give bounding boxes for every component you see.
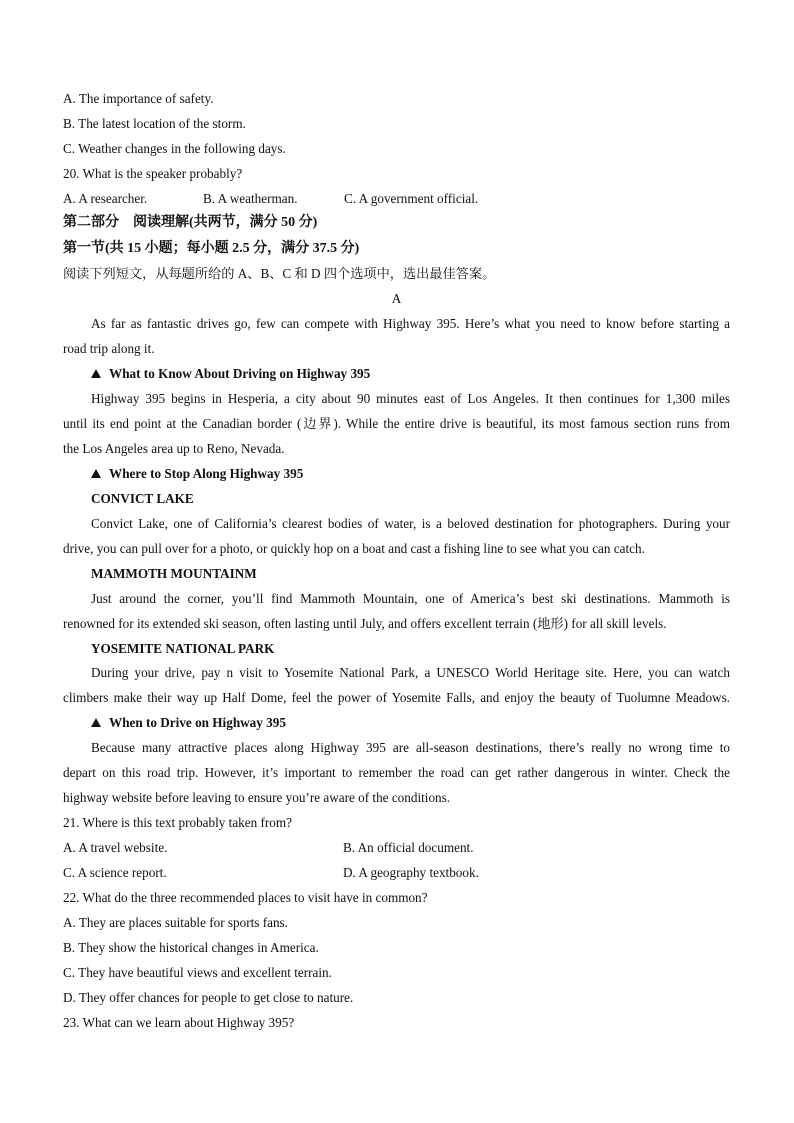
section1-title: 第一节(共 15 小题；每小题 2.5 分，满分 37.5 分) xyxy=(63,241,360,256)
q22-option-d: D. They offer chances for people to get close to nature. xyxy=(63,990,354,1005)
q19-option-b: B. The latest location of the storm. xyxy=(63,116,246,131)
heading-where-to-stop xyxy=(91,465,730,483)
heading-text: When to Drive on Highway 395 xyxy=(109,715,286,730)
heading-text: What to Know About Driving on Highway 395 xyxy=(109,366,371,381)
q19-option-c: C. Weather changes in the following days. xyxy=(63,141,286,156)
q19-option-a: A. The importance of safety. xyxy=(63,91,214,106)
q23-question: 23. What can we learn about Highway 395? xyxy=(63,1015,295,1030)
reading-instruction: 阅读下列短文，从每题所给的 A、B、C 和 D 四个选项中，选出最佳答案。 xyxy=(63,266,496,281)
subheading-mammoth: MAMMOTH MOUNTAINM xyxy=(91,566,257,581)
triangle-bullet-icon xyxy=(91,718,101,727)
subheading-convict-lake: CONVICT LAKE xyxy=(91,491,194,506)
heading-what-to-know xyxy=(91,365,730,383)
heading-text: Where to Stop Along Highway 395 xyxy=(109,466,304,481)
paragraph-line: renowned for its extended ski season, often lasting until July, and offers excellent terrain (地形) for all skill levels. xyxy=(63,616,667,631)
paragraph-line: Because many attractive places along Highway 395 are all-season destinations, there’s really no wrong time to xyxy=(91,740,730,755)
q20-question: 20. What is the speaker probably? xyxy=(63,166,243,181)
q22-option-c: C. They have beautiful views and excellent terrain. xyxy=(63,965,332,980)
q22-question: 22. What do the three recommended places to visit have in common? xyxy=(63,890,428,905)
subheading-yosemite: YOSEMITE NATIONAL PARK xyxy=(91,641,275,656)
passage-label: A xyxy=(391,291,402,306)
paragraph-line: Just around the corner, you’ll find Mammoth Mountain, one of America’s best ski destinations. Mammoth is xyxy=(91,591,730,606)
q22-option-b: B. They show the historical changes in America. xyxy=(63,940,319,955)
paragraph-line: depart on this road trip. However, it’s important to remember the road can get rather dangerous in winter. Check the xyxy=(63,765,730,780)
part2-title: 第二部分 阅读理解(共两节，满分 50 分) xyxy=(63,215,318,230)
triangle-bullet-icon xyxy=(91,469,101,478)
triangle-bullet-icon xyxy=(91,369,101,378)
intro-line: road trip along it. xyxy=(63,341,155,356)
q21-option-d: D. A geography textbook. xyxy=(343,865,479,880)
q20-option-a: A. A researcher. xyxy=(63,191,148,206)
q21-question: 21. Where is this text probably taken from? xyxy=(63,815,293,830)
paragraph-line: the Los Angeles area up to Reno, Nevada. xyxy=(63,441,285,456)
q20-option-b: B. A weatherman. xyxy=(203,191,298,206)
intro-line: As far as fantastic drives go, few can compete with Highway 395. Here’s what you need to know before starting a xyxy=(91,316,730,331)
paragraph-line: drive, you can pull over for a photo, or quickly hop on a boat and cast a fishing line to see what you can catch. xyxy=(63,541,645,556)
q22-option-a: A. They are places suitable for sports fans. xyxy=(63,915,288,930)
paragraph-line: climbers make their way up Half Dome, feel the power of Yosemite Falls, and enjoy the beauty of Tuolumne Meadows. xyxy=(63,690,730,705)
q21-option-a: A. A travel website. xyxy=(63,840,168,855)
paragraph-line: Highway 395 begins in Hesperia, a city about 90 minutes east of Los Angeles. It then continues for 1,300 miles xyxy=(91,391,730,406)
paragraph-line: until its end point at the Canadian border (边界). While the entire drive is beautiful, its most famous section runs from xyxy=(63,416,730,431)
heading-when-to-drive xyxy=(91,714,730,732)
q21-option-b: B. An official document. xyxy=(343,840,474,855)
paragraph-line: highway website before leaving to ensure you’re aware of the conditions. xyxy=(63,790,451,805)
paragraph-line: During your drive, pay n visit to Yosemite National Park, a UNESCO World Heritage site. Here, you can watch xyxy=(91,665,730,680)
paragraph-line: Convict Lake, one of California’s clearest bodies of water, is a beloved destination for photographers. During your xyxy=(91,516,730,531)
q20-option-c: C. A government official. xyxy=(344,191,479,206)
q21-option-c: C. A science report. xyxy=(63,865,167,880)
